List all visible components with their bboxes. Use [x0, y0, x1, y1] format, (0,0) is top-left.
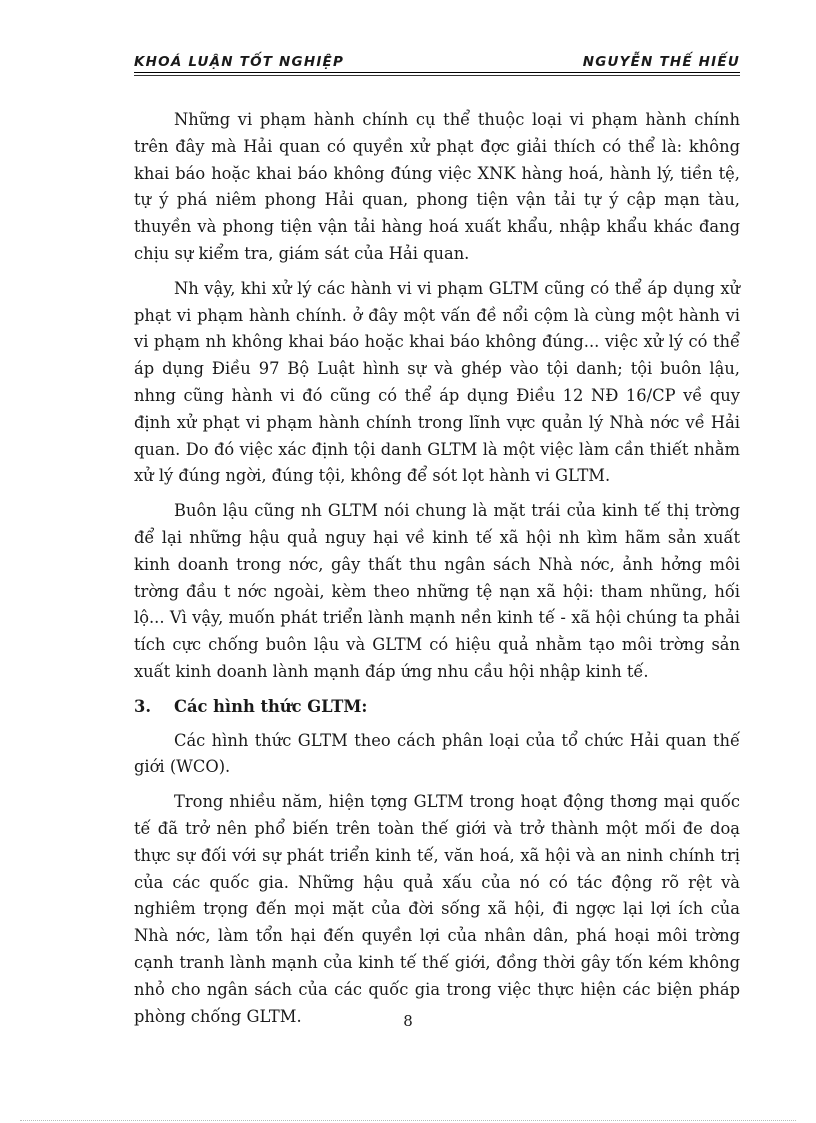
paragraph: Các hình thức GLTM theo cách phân loại của tổ chức Hải quan thế giới (WCO). [134, 730, 740, 777]
paragraph: Những vi phạm hành chính cụ thể thuộc loại vi phạm hành chính trên đây mà Hải quan có quyền xử phạt đợc giải thích có thể là: không khai báo hoặc khai báo không đúng việc XNK hàng hoá, hành lý, tiền tệ, tự ý phá niêm phong Hải quan, phong tiện vận tải tự ý cập mạn tàu, thuyền và phong tiện vận tải hàng hoá xuất khẩu, nhập khẩu khác đang chịu sự kiểm tra, giám sát của Hải quan. [134, 110, 740, 263]
page-header [134, 52, 740, 73]
paragraph: Trong nhiều năm, hiện tợng GLTM trong hoạt động thơng mại quốc tế đã trở nên phổ biến trên toàn thế giới và trở thành một mối đe doạ thực sự đối với sự phát triển kinh tế, văn hoá, xã hội và an ninh chính trị của các quốc gia. Những hậu quả xấu của nó có tác động rõ rệt và nghiêm trọng đến mọi mặt của đời sống xã hội, đi ngợc lại lợi ích của Nhà nớc, làm tổn hại đến quyền lợi của nhân dân, phá hoại môi trờng cạnh tranh lành mạnh của kinh tế thế giới, đồng thời gây tốn kém không nhỏ cho ngân sách của các quốc gia trong việc thực hiện các biện pháp phòng chống GLTM. [134, 792, 740, 1026]
header-title: KHOÁ LUẬN TỐT NGHIỆP [134, 54, 345, 70]
header-rule [134, 75, 740, 76]
header-author: NGUYỄN THẾ HIẾU [582, 54, 740, 70]
paragraph: Nh vậy, khi xử lý các hành vi vi phạm GLTM cũng có thể áp dụng xử phạt vi phạm hành chính. ở đây một vấn đề nổi cộm là cùng một hành vi vi phạm nh không khai báo hoặc khai báo không đúng... việc xử lý có thể áp dụng Điều 97 Bộ Luật hình sự và ghép vào tội danh; tội buôn lậu, nhng cũng hành vi đó cũng có thể áp dụng Điều 12 NĐ 16/CP về quy định xử phạt vi phạm hành chính trong lĩnh vực quản lý Nhà nớc về Hải quan. Do đó việc xác định tội danh GLTM là một việc làm cần thiết nhằm xử lý đúng ngời, đúng tội, không để sót lọt hành vi GLTM. [134, 278, 740, 486]
paragraph: Buôn lậu cũng nh GLTM nói chung là mặt trái của kinh tế thị trờng để lại những hậu quả nguy hại về kinh tế xã hội nh kìm hãm sản xuất kinh doanh trong nớc, gây thất thu ngân sách Nhà nớc, ảnh hởng môi trờng đầu t nớc ngoài, kèm theo những tệ nạn xã hội: tham nhũng, hối lộ... Vì vậy, muốn phát triển lành mạnh nền kinh tế - xã hội chúng ta phải tích cực chống buôn lậu và GLTM có hiệu quả nhằm tạo môi trờng sản xuất kinh doanh lành mạnh đáp ứng nhu cầu hội nhập kinh tế. [134, 501, 740, 681]
section-heading [134, 694, 740, 721]
footer-divider [20, 1120, 796, 1121]
section-title: Các hình thức GLTM: [174, 696, 368, 716]
section-number: 3. [134, 696, 151, 716]
page-number: 8 [403, 1012, 413, 1030]
document-body [134, 107, 740, 1038]
